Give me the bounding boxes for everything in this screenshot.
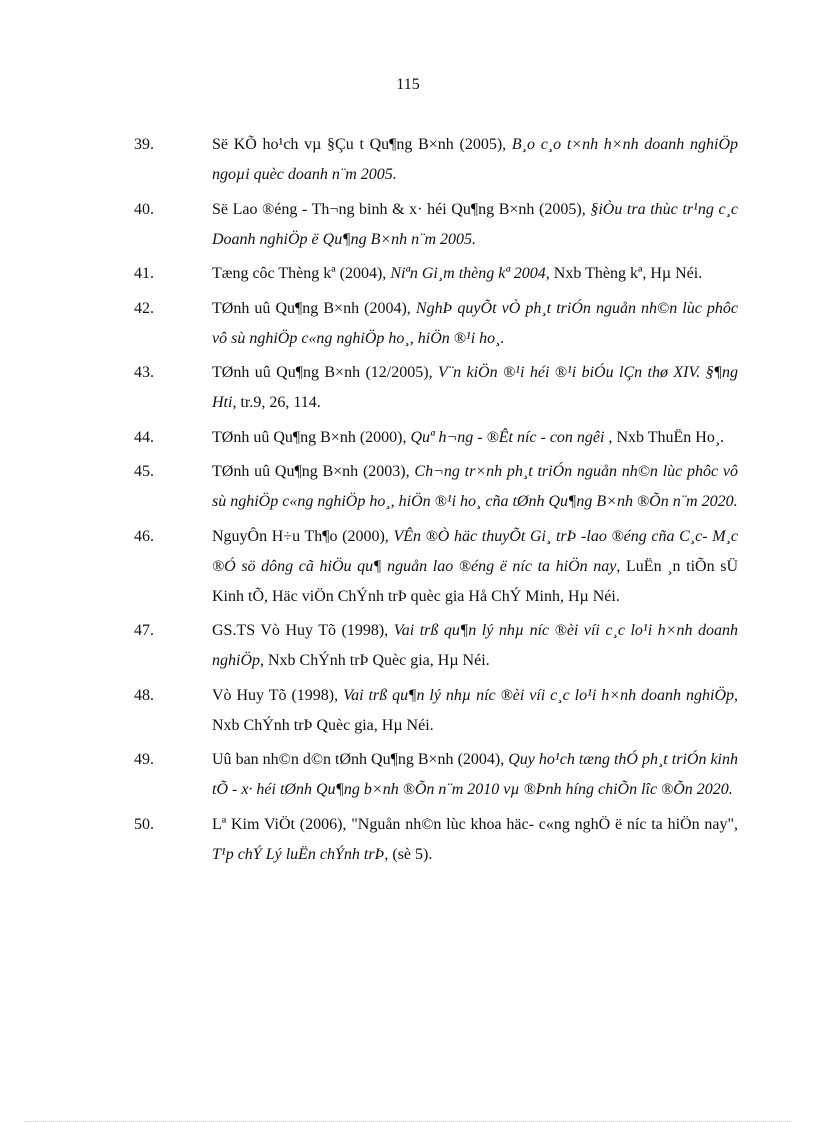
reference-title: T¹p chÝ Lý luËn chÝnh trÞ bbox=[212, 845, 385, 863]
reference-number: 41. bbox=[134, 265, 154, 282]
reference-author: Tæng côc Thèng kª (2004), bbox=[212, 265, 391, 282]
reference-details: , Nxb ChÝnh trÞ Quèc gia, Hµ Néi. bbox=[212, 686, 738, 734]
reference-author: TØnh uû Qu¶ng B×nh (2003), bbox=[212, 463, 415, 480]
reference-item bbox=[0, 616, 816, 676]
reference-item bbox=[0, 130, 816, 190]
reference-author: Vò Huy Tõ (1998), bbox=[212, 686, 344, 704]
reference-title: Quª h¬ng - ®Êt níc - con ngêi bbox=[410, 428, 605, 446]
reference-details: , tr.9, 26, 114. bbox=[232, 394, 321, 411]
reference-item bbox=[0, 423, 816, 453]
reference-title: §iÒu tra thùc tr¹ng c¸c Doanh nghiÖp ë Qu¶ng B×nh n¨m 2005. bbox=[212, 200, 739, 248]
reference-list bbox=[0, 130, 816, 874]
reference-number: 43. bbox=[134, 364, 154, 381]
reference-author: TØnh uû Qu¶ng B×nh (2004), bbox=[212, 299, 416, 317]
reference-title: Vai trß qu¶n lý nhµ níc ®èi víi c¸c lo¹i h×nh doanh nghiÖp bbox=[212, 622, 738, 669]
reference-number: 39. bbox=[134, 136, 154, 153]
reference-item bbox=[0, 681, 816, 741]
reference-number: 46. bbox=[134, 527, 154, 545]
reference-details: , Nxb ChÝnh trÞ Quèc gia, Hµ Néi. bbox=[260, 652, 490, 669]
page-bottom-divider bbox=[24, 1121, 792, 1122]
reference-item bbox=[0, 259, 816, 289]
reference-author: GS.TS Vò Huy Tõ (1998), bbox=[212, 622, 394, 639]
reference-number: 40. bbox=[134, 200, 154, 218]
reference-author: TØnh uû Qu¶ng B×nh (2000), bbox=[212, 428, 411, 446]
reference-title: Ch¬ng tr×nh ph¸t triÓn nguån nh©n lùc phôc vô sù nghiÖp c«ng nghiÖp ho¸, hiÖn ®¹i ho¸ cña tØnh Qu¶ng B×nh ®Õn n¨m 2020. bbox=[212, 463, 738, 510]
reference-number: 48. bbox=[134, 686, 154, 704]
reference-item bbox=[0, 522, 816, 612]
reference-item bbox=[0, 745, 816, 805]
reference-title: Vai trß qu¶n lý nhµ níc ®èi víi c¸c lo¹i h×nh doanh nghiÖp bbox=[343, 686, 734, 704]
reference-author: Së Lao ®éng - Th¬ng binh & x· héi Qu¶ng B×nh (2005), bbox=[212, 200, 591, 218]
reference-item bbox=[0, 810, 816, 870]
reference-details: , Nxb Thèng kª, Hµ Néi. bbox=[545, 265, 703, 282]
reference-details: , Nxb ThuËn Ho¸. bbox=[604, 428, 725, 446]
reference-author: TØnh uû Qu¶ng B×nh (12/2005), bbox=[212, 364, 438, 381]
reference-author: Uû ban nh©n d©n tØnh Qu¶ng B×nh (2004), bbox=[212, 751, 509, 768]
reference-number: 50. bbox=[134, 815, 154, 833]
reference-number: 44. bbox=[134, 428, 154, 446]
reference-author: Lª Kim ViÖt (2006), "Nguån nh©n lùc khoa häc- c«ng nghÖ ë níc ta hiÖn nay", bbox=[212, 815, 738, 833]
reference-item bbox=[0, 294, 816, 354]
reference-details: , (sè 5). bbox=[384, 845, 433, 863]
reference-item bbox=[0, 457, 816, 517]
reference-title: Quy ho¹ch tæng thÓ ph¸t triÓn kinh tÕ - x· héi tØnh Qu¶ng b×nh ®Õn n¨m 2010 vµ ®Þnh híng chiÕn lîc ®Õn 2020. bbox=[212, 751, 739, 798]
reference-title: Niªn Gi¸m thèng kª 2004 bbox=[390, 265, 546, 282]
reference-title: VÊn ®Ò häc thuyÕt Gi¸ trÞ -lao ®éng cña C¸c- M¸c ®Ó sö dông cã hiÖu qu¶ nguån lao ®éng ë níc ta hiÖn nay bbox=[212, 527, 738, 575]
reference-title: NghÞ quyÕt vÒ ph¸t triÓn nguån nh©n lùc phôc vô sù nghiÖp c«ng nghiÖp ho¸, hiÖn ®¹i ho¸. bbox=[212, 299, 739, 347]
reference-title: V¨n kiÖn ®¹i héi ®¹i biÓu lÇn thø XIV. §¶ng Hti bbox=[212, 364, 738, 411]
reference-number: 47. bbox=[134, 622, 154, 639]
reference-item bbox=[0, 195, 816, 255]
reference-title: B¸o c¸o t×nh h×nh doanh nghiÖp ngoµi quèc doanh n¨m 2005. bbox=[212, 136, 739, 183]
reference-number: 45. bbox=[134, 463, 154, 480]
reference-author: NguyÔn H÷u Th¶o (2000), bbox=[212, 527, 394, 545]
reference-author: Së KÕ ho¹ch vµ §Çu t Qu¶ng B×nh (2005), bbox=[212, 136, 512, 153]
reference-details: , LuËn ¸n tiÕn sÜ Kinh tÕ, Häc viÖn ChÝnh trÞ quèc gia Hå ChÝ Minh, Hµ Néi. bbox=[212, 557, 738, 605]
reference-number: 49. bbox=[134, 751, 154, 768]
reference-item bbox=[0, 358, 816, 418]
reference-number: 42. bbox=[134, 299, 154, 317]
page-number: 115 bbox=[396, 76, 420, 93]
